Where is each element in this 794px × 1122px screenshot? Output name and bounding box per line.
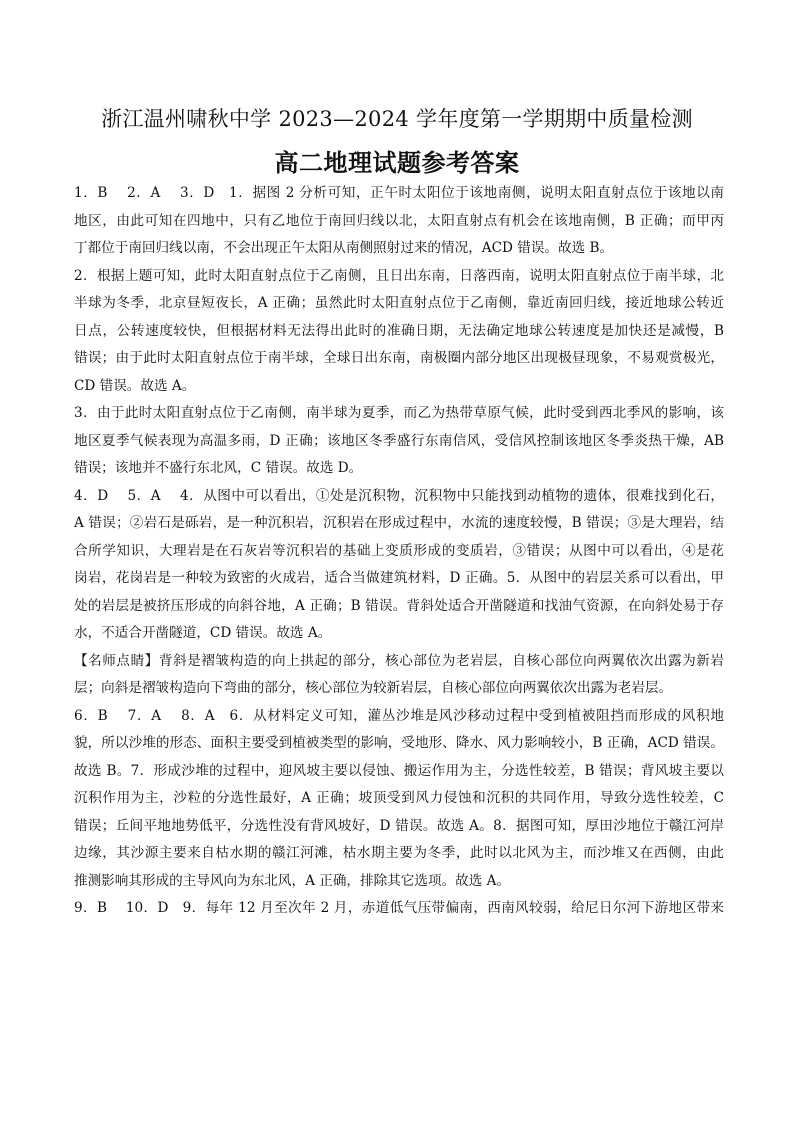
text-line: 层；向斜是褶皱构造向下弯曲的部分，核心部位为较新岩层，自核心部位向两翼依次出露为老岩层。 [74,680,673,696]
text-line: 水，不适合开凿隧道，CD 错误。故选 A。 [74,625,332,641]
text-line: 处的岩层是被挤压形成的向斜谷地，A 正确；B 错误。背斜处适合开凿隧道和找油气资源，在向斜处易于存 [74,597,724,614]
text-line: 2．根据上题可知，此时太阳直射点位于乙南侧，且日出东南，日落西南，说明太阳直射点位于南半球，北 [74,267,724,284]
text-line: 日点，公转速度较快，但根据材料无法得出此时的准确日期，无法确定地球公转速度是加快还是减慢，B [74,322,724,339]
text-line: 6．B 7．A 8．A 6．从材料定义可知，灌丛沙堆是风沙移动过程中受到植被阻挡而形成的风积地 [74,707,724,724]
text-line: 1．B 2．A 3．D 1．据图 2 分析可知，正午时太阳位于该地南侧，说明太阳直射点位于该地以南 [74,185,724,201]
answer-body [74,180,724,923]
text-line: 半球为冬季，北京昼短夜长，A 正确；虽然此时太阳直射点位于乙南侧，靠近南回归线，接近地球公转近 [74,295,724,311]
document-title: 浙江温州啸秋中学 2023—2024 学年度第一学期期中质量检测 [101,107,693,131]
text-line: 地区，由此可知在四地中，只有乙地位于南回归线以北，太阳直射点有机会在该地南侧，B 正确；而甲丙 [74,212,724,229]
text-line: 岗岩，花岗岩是一种较为致密的火成岩，适合当做建筑材料，D 正确。5．从图中的岩层关系可以看出，甲 [74,570,724,586]
text-line: 貌，所以沙堆的形态、面积主要受到植被类型的影响，受地形、降水、风力影响较小，B 正确，ACD 错误。 [74,735,724,751]
text-line: A 错误；②岩石是砾岩，是一种沉积岩，沉积岩在形成过程中，水流的速度较慢，B 错误；③是大理岩，结 [74,515,724,531]
text-line: 9．B 10．D 9．每年 12 月至次年 2 月，赤道低气压带偏南，西南风较弱，给尼日尔河下游地区带来 [74,900,724,916]
text-line: 故选 B。7．形成沙堆的过程中，迎风坡主要以侵蚀、搬运作用为主，分选性较差，B 错误；背风坡主要以 [74,762,724,779]
text-line: 合所学知识，大理岩是在石灰岩等沉积岩的基础上变质形成的变质岩，③错误；从图中可以看出，④是花 [74,542,724,559]
text-line: 沉积作用为主，沙粒的分选性最好，A 正确；坡顶受到风力侵蚀和沉积的共同作用，导致分选性较差，C [74,790,724,806]
text-line: 地区夏季气候表现为高温多雨，D 正确；该地区冬季盛行东南信风，受信风控制该地区冬季炎热干燥，AB [74,432,724,449]
text-line: CD 错误。故选 A。 [74,377,196,394]
text-line: 错误；该地并不盛行东北风，C 错误。故选 D。 [74,460,363,476]
text-line: 错误；由于此时太阳直射点位于南半球，全球日出东南，南极圈内部分地区出现极昼现象，不易观赏极光， [74,350,724,366]
text-line: 推测影响其形成的主导风向为东北风，A 正确，排除其它选项。故选 A。 [74,872,511,889]
document-subtitle: 高二地理试题参考答案 [274,149,520,177]
text-line: 【名师点睛】背斜是褶皱构造的向上拱起的部分，核心部位为老岩层，自核心部位向两翼依次出露为新岩 [74,652,724,669]
text-line: 3．由于此时太阳直射点位于乙南侧，南半球为夏季，而乙为热带草原气候，此时受到西北季风的影响，该 [74,405,724,421]
text-line: 错误；丘间平地地势低平，分选性没有背风坡好，D 错误。故选 A。8．据图可知，厚田沙地位于赣江河岸 [74,817,724,834]
text-line: 边缘，其沙源主要来自枯水期的赣江河滩，枯水期主要为冬季，此时以北风为主，而沙堆又在西侧，由此 [74,845,724,861]
text-line: 丁都位于南回归线以南，不会出现正午太阳从南侧照射过来的情况，ACD 错误。故选 B。 [74,240,614,256]
text-line: 4．D 5．A 4．从图中可以看出，①处是沉积物，沉积物中只能找到动植物的遗体，很难找到化石， [74,487,724,504]
